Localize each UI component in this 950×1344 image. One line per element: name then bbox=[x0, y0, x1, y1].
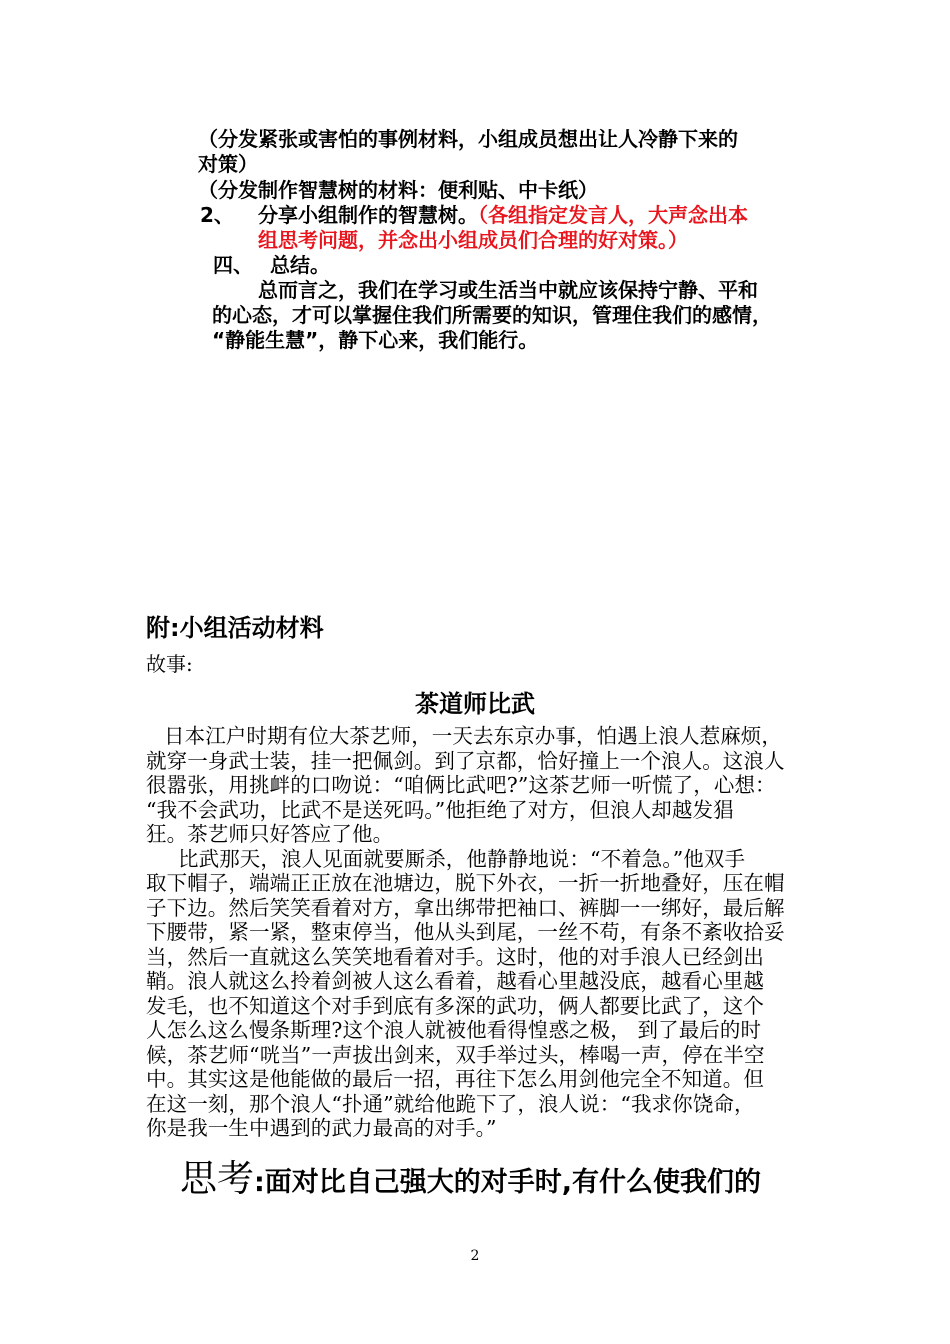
story-line: 下腰带，紧一紧，整束停当，他从头到尾，一丝不苟，有条不紊收拾妥 bbox=[146, 920, 785, 944]
story-line: “我不会武功，比武不是送死吗。”他拒绝了对方，但浪人却越发猖 bbox=[146, 797, 734, 822]
story-line: 发毛，也不知道这个对手到底有多深的武功，俩人都要比武了，这个 bbox=[146, 993, 764, 1018]
story-line: 鞘。浪人就这么拎着剑被人这么看着，越看心里越没底，越看心里越 bbox=[146, 969, 764, 993]
story-line: 日本江户时期有位大茶艺师，一天去东京办事，怕遇上浪人惹麻烦， bbox=[164, 724, 782, 748]
think-question bbox=[180, 1148, 761, 1202]
item-2-line bbox=[258, 202, 748, 228]
story-line: 你是我一生中遇到的武力最高的对手。” bbox=[146, 1116, 497, 1140]
story-label: 故事: bbox=[146, 652, 193, 676]
section-4-label: 四、 bbox=[213, 253, 253, 277]
story-line: 候，茶艺师“咣当”一声拔出剑来，双手举过头，棒喝一声，停在半空 bbox=[146, 1042, 765, 1067]
item-2-note: （各组指定发言人，大声念出本 bbox=[478, 203, 748, 227]
step-line-1: （分发紧张或害怕的事例材料，小组成员想出让人冷静下来的 bbox=[198, 127, 738, 151]
story-line: 比武那天，浪人见面就要厮杀，他静静地说：“不着急。”他双手 bbox=[178, 846, 746, 871]
think-label: 思考 bbox=[180, 1157, 254, 1200]
story-line: 当，然后一直就这么笑笑地看着对手。这时，他的对手浪人已经剑出 bbox=[146, 944, 764, 969]
story-line: 很嚣张，用挑衅的口吻说：“咱俩比武吧?”这茶艺师一听慌了，心想： bbox=[146, 773, 776, 797]
item-2-note-line-2: 组思考问题，并念出小组成员们合理的好对策。） bbox=[258, 228, 688, 252]
step-line-2: 对策） bbox=[198, 152, 258, 176]
section-4-title: 总结。 bbox=[270, 253, 330, 277]
summary-line-2: 的心态，才可以掌握住我们所需要的知识，管理住我们的感情， bbox=[212, 303, 772, 327]
story-line: 就穿一身武士装，挂一把佩剑。到了京都，恰好撞上一个浪人。这浪人 bbox=[146, 748, 785, 773]
item-2-text: 分享小组制作的智慧树。 bbox=[258, 203, 478, 227]
story-line: 子下边。然后笑笑看着对方，拿出绑带把袖口、裤脚一一绑好，最后解 bbox=[146, 895, 785, 920]
page-number: 2 bbox=[470, 1248, 480, 1264]
item-2-number: 2、 bbox=[200, 203, 234, 227]
appendix-heading: 附:小组活动材料 bbox=[146, 614, 324, 642]
story-line: 中。其实这是他能做的最后一招，再往下怎么用剑他完全不知道。但 bbox=[146, 1067, 764, 1091]
story-title: 茶道师比武 bbox=[415, 690, 535, 718]
summary-line-3: “静能生慧”，静下心来，我们能行。 bbox=[212, 328, 539, 352]
step-line-3: （分发制作智慧树的材料：便利贴、中卡纸） bbox=[198, 178, 598, 202]
story-line: 在这一刻，那个浪人“扑通”就给他跪下了，浪人说：“我求你饶命， bbox=[146, 1091, 755, 1116]
think-text: :面对比自己强大的对手时,有什么使我们的 bbox=[254, 1167, 762, 1198]
story-line: 人怎么这么慢条斯理?这个浪人就被他看得惶惑之极， 到了最后的时 bbox=[146, 1018, 762, 1042]
summary-line-1: 总而言之，我们在学习或生活当中就应该保持宁静、平和 bbox=[258, 278, 758, 302]
story-line: 取下帽子，端端正正放在池塘边，脱下外衣，一折一折地叠好，压在帽 bbox=[146, 871, 785, 895]
story-line: 狂。茶艺师只好答应了他。 bbox=[146, 822, 394, 846]
